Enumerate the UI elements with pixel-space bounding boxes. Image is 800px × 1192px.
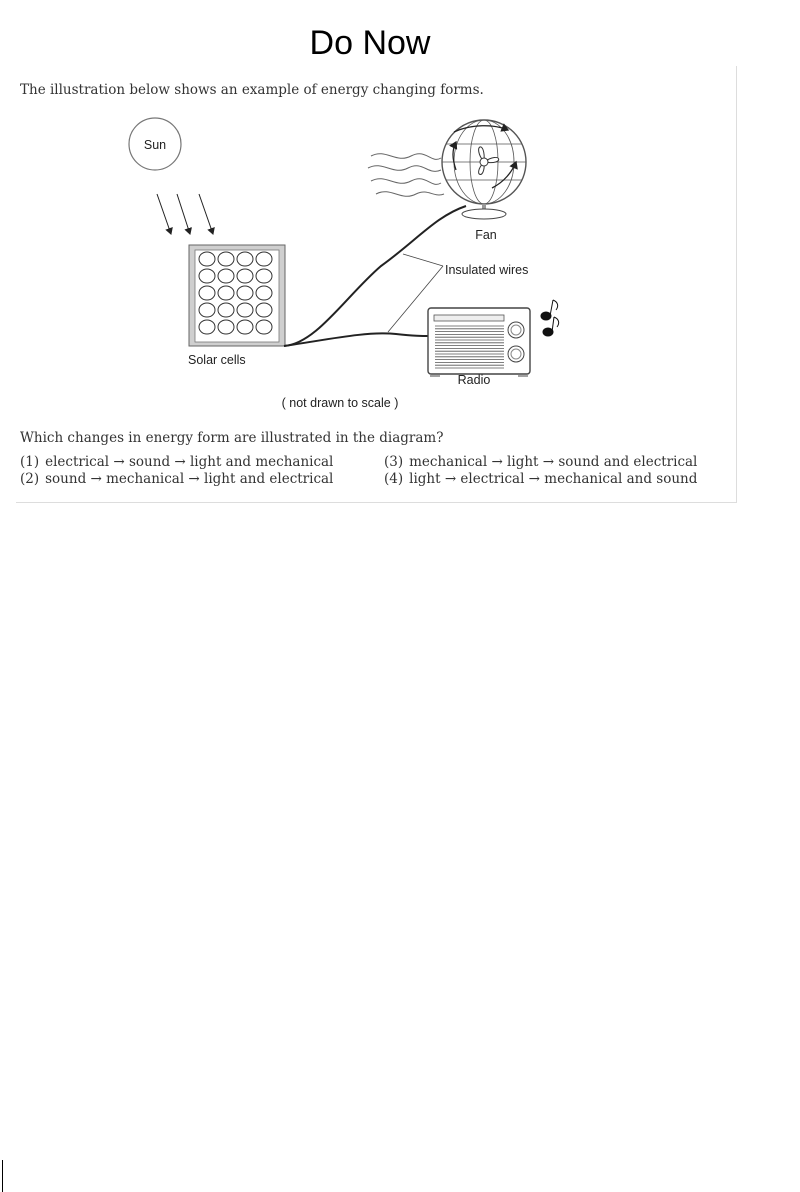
option-number: (1) (20, 454, 40, 470)
solar-cell (218, 320, 234, 334)
question-text: Which changes in energy form are illustrated in the diagram? (20, 430, 444, 446)
scale-note: ( not drawn to scale ) (281, 396, 399, 410)
radio-icon (428, 308, 530, 376)
solar-cell (256, 269, 272, 283)
solar-cell (237, 252, 253, 266)
solar-cell (237, 320, 253, 334)
solar-cell (218, 269, 234, 283)
option-number: (4) (384, 471, 404, 487)
answer-option-3[interactable] (384, 454, 697, 470)
left-edge-divider (2, 1160, 3, 1192)
intro-text: The illustration below shows an example of energy changing forms. (20, 82, 484, 98)
solar-cell (218, 303, 234, 317)
solar-cell (237, 286, 253, 300)
option-text: sound → mechanical → light and electrical (45, 471, 334, 487)
solar-cell (199, 320, 215, 334)
sun-rays (157, 194, 213, 234)
solar-cell (218, 252, 234, 266)
option-text: electrical → sound → light and mechanical (45, 454, 334, 470)
solar-panel-icon (189, 245, 285, 346)
solar-cell (256, 320, 272, 334)
fan-icon (368, 120, 526, 219)
page-title: Do Now (309, 24, 431, 62)
fan-label: Fan (475, 228, 497, 242)
radio-label: Radio (457, 373, 491, 387)
option-text: mechanical → light → sound and electrical (409, 454, 698, 470)
option-number: (3) (384, 454, 404, 470)
solar-cell (256, 286, 272, 300)
solar-cell (199, 269, 215, 283)
solar-cell (237, 269, 253, 283)
insulated-wires-label: Insulated wires (445, 263, 529, 277)
solar-cell (256, 303, 272, 317)
solar-cell (218, 286, 234, 300)
energy-diagram (16, 66, 736, 426)
answer-option-4[interactable] (384, 471, 697, 487)
sun-label: Sun (143, 138, 167, 152)
question-card (16, 66, 737, 503)
music-note-icon (541, 300, 559, 336)
option-text: light → electrical → mechanical and sound (409, 471, 698, 487)
solar-cell (199, 252, 215, 266)
solar-cells-label: Solar cells (188, 353, 246, 367)
answer-option-1[interactable] (20, 454, 333, 470)
solar-cell (199, 286, 215, 300)
answer-option-2[interactable] (20, 471, 333, 487)
solar-cell (256, 252, 272, 266)
solar-cell (237, 303, 253, 317)
option-number: (2) (20, 471, 40, 487)
solar-cell (199, 303, 215, 317)
